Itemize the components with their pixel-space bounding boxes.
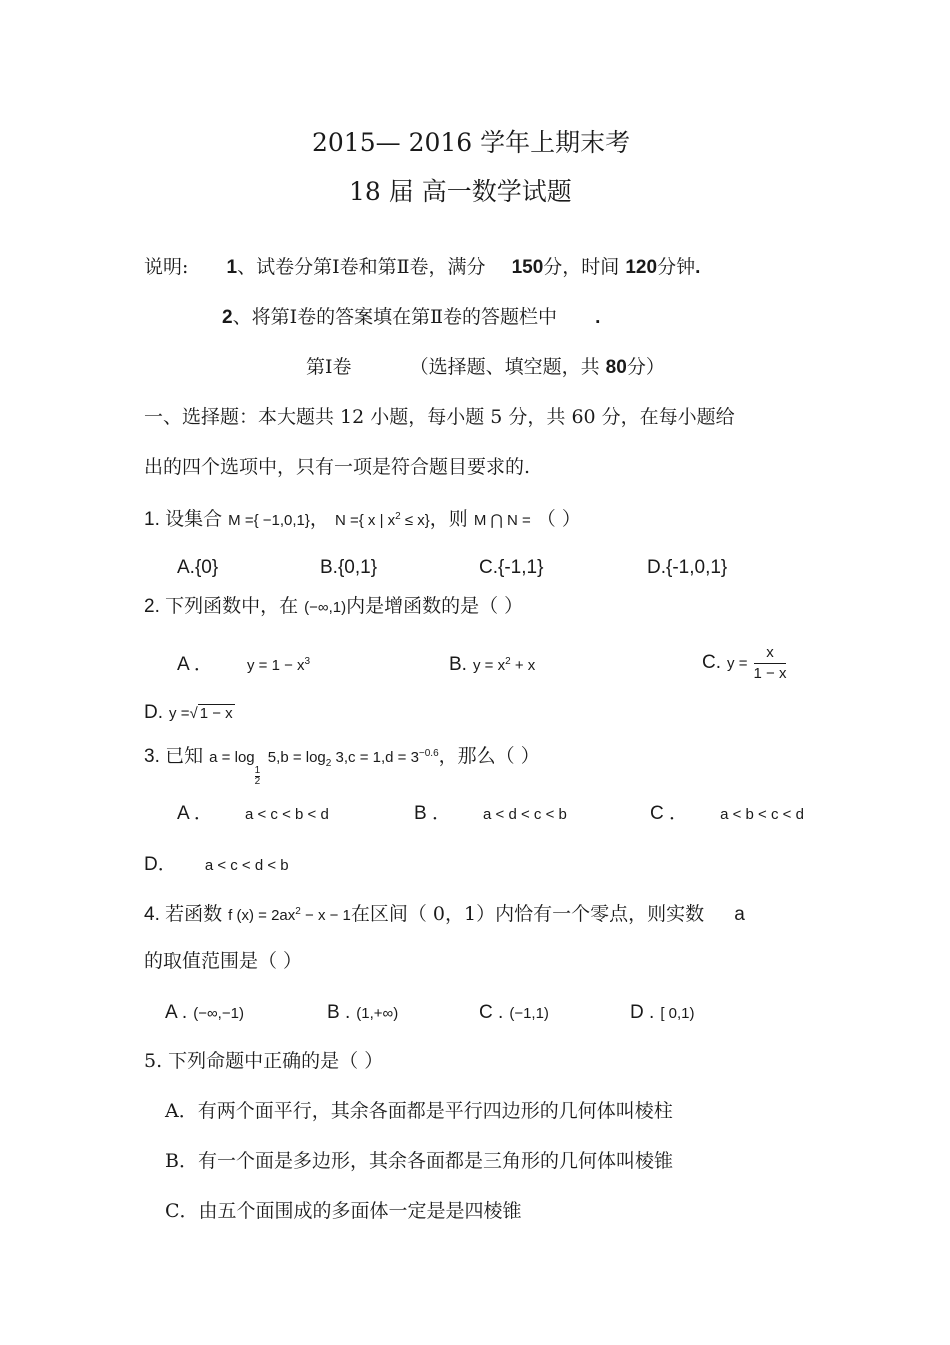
q2-option-c-numerator: x [754,643,787,664]
q1-intersection: M ⋂ N = [473,512,531,529]
q2-interval: (−∞,1) [304,599,347,616]
q3-expr-b: 5,b = log [263,749,326,766]
q4-exponent: 2 [295,906,301,917]
q2-option-c-label: C. [702,652,721,673]
q2-option-b [449,649,535,679]
q3-log-base-den: 2 [254,776,261,787]
q2-option-d-radicand: 1 − x [199,705,233,722]
section-instructions-line2: 出的四个选项中，只有一项是符合题目要求的. [144,456,531,478]
q2-option-a-label: A ． [177,654,213,675]
question-4-stem [144,899,745,929]
q2-option-b-label: B. [449,654,467,675]
q3-expr-c: 3,c = 1,d = 3 [331,749,419,766]
q3-exponent: −0.6 [418,748,439,759]
q2-option-b-expr [473,657,535,674]
q3-expression [209,748,439,787]
q4-option-d [630,999,695,1027]
q1-set-n-tail: ≤ x} [400,512,430,529]
exam-subtitle: 18 届 高一数学试题 [349,177,572,206]
q2-option-c-denominator: 1 − x [753,664,787,682]
q3-option-c [650,800,804,828]
q4-option-c [479,999,549,1027]
q3-option-b [414,800,567,828]
part-desc-b: 分） [626,356,665,378]
q2-option-c-lhs: y = [727,655,748,672]
q4-option-b-expr: (1,+∞) [356,1005,399,1022]
instruction-1-number: 1 [226,257,238,278]
part-points: 80 [605,357,627,378]
q2-option-a-expr [247,657,310,674]
exam-title: 2015— 2016 学年上期末考 [312,128,631,157]
q3-prefix: 3. 已知 [144,746,204,767]
q2-option-d-label: D. [144,702,163,723]
q1-set-m: M ={ −1,0,1} [228,512,310,529]
q1-prefix: 1. 设集合 [144,509,223,530]
instruction-2 [222,304,600,331]
q2-suffix: 内是增函数的是（ ） [346,595,524,617]
q2-option-c [702,639,786,687]
q4-option-d-label: D . [630,1002,655,1023]
instruction-2-number: 2 [222,307,233,328]
instruction-1-text-c: 分钟 [657,256,696,278]
q5-option-a: A．有两个面平行，其余各面都是平行四边形的几何体叫棱柱 [165,1100,673,1122]
q4-option-c-expr: (−1,1) [509,1005,549,1022]
instruction-1-text-a: 、试卷分第Ⅰ卷和第Ⅱ卷，满分 [237,256,486,278]
sqrt-icon: √ [189,705,198,722]
q4-option-a [165,999,244,1027]
question-2-stem [144,593,523,621]
q2-option-d-lhs: y = [169,705,190,722]
q3-option-a-label: A ． [177,803,213,824]
q1-option-a: A.{0} [177,557,219,578]
q4-function-tail: − x − 1 [300,907,351,924]
q2-option-c-fraction [754,643,787,684]
q2-option-d [144,699,235,727]
total-time: 120 [625,257,658,278]
q2-option-a [177,649,310,679]
part-desc-a: （选择题、填空题，共 [409,356,600,378]
q3-log-base-2: 2 [325,758,332,769]
q3-option-c-label: C ． [650,803,689,824]
q3-suffix: ，那么（ ） [438,745,540,767]
q1-option-c: C.{-1,1} [479,557,544,578]
q4-option-a-expr: (−∞,−1) [193,1005,244,1022]
q2-prefix: 2. 下列函数中，在 [144,596,299,617]
total-score: 150 [511,257,544,278]
question-3-stem [144,741,540,787]
q4-function-head: f (x) = 2ax [228,907,296,924]
instruction-1 [144,254,700,281]
q2-option-a-base: y = 1 − x [247,657,305,674]
q3-option-a-expr: a < c < b < d [245,806,329,823]
q3-option-b-label: B ． [414,803,451,824]
q1-set-n-head: N ={ x | x [334,512,396,529]
q3-option-a [177,800,329,828]
instruction-1-dot: . [695,257,701,278]
q4-middle: 在区间（ 0，1）内恰有一个零点，则实数 [350,903,705,925]
instruction-2-text: 、将第Ⅰ卷的答案填在第Ⅱ卷的答题栏中 [232,306,557,328]
q4-option-b-label: B . [327,1002,351,1023]
q1-then: ，则 [429,508,468,530]
q3-option-d-label: D． [144,854,177,875]
q3-expr-a: a = log [209,749,255,766]
q4-function [228,907,351,924]
question-1-stem [144,504,581,534]
q2-option-b-base: y = x [473,657,506,674]
q1-option-b: B.{0,1} [320,557,378,578]
instruction-1-text-b: 分，时间 [543,256,620,278]
q4-option-c-label: C . [479,1002,504,1023]
q3-option-c-expr: a < b < c < d [720,806,804,823]
q3-option-b-expr: a < d < c < b [483,806,567,823]
q1-answer-bracket: （ ） [536,508,581,530]
q3-option-d-expr: a < c < d < b [204,857,289,874]
part-label: 第Ⅰ卷 [306,356,352,378]
question-5-stem: 5. 下列命题中正确的是（ ） [144,1050,384,1072]
instruction-label: 说明: [144,256,189,278]
part-heading [306,354,665,381]
q4-prefix: 4. 若函数 [144,904,223,925]
q4-option-a-label: A . [165,1002,188,1023]
q1-option-d: D.{-1,0,1} [647,557,728,578]
q5-option-c: C．由五个面围成的多面体一定是是四棱锥 [165,1200,522,1222]
q3-log-base-num: 1 [254,765,261,776]
q1-set-n [335,512,430,529]
q1-exponent: 2 [395,511,401,522]
q2-option-b-exponent: 2 [505,656,511,667]
q4-variable: a [734,904,745,925]
section-instructions-line1: 一、选择题：本大题共 12 小题，每小题 5 分，共 60 分，在每小题给 [144,406,735,428]
q2-option-a-exponent: 3 [304,656,311,667]
q4-option-b [327,999,398,1027]
q2-option-b-tail: + x [510,657,536,674]
question-4-stem-line2: 的取值范围是（ ） [144,950,303,972]
q1-comma: ， [309,508,329,530]
q5-option-b: B．有一个面是多边形，其余各面都是三角形的几何体叫棱锥 [165,1150,673,1172]
instruction-2-dot: . [595,307,601,328]
q4-option-d-expr: [ 0,1) [660,1005,695,1022]
q3-option-d [144,851,289,879]
